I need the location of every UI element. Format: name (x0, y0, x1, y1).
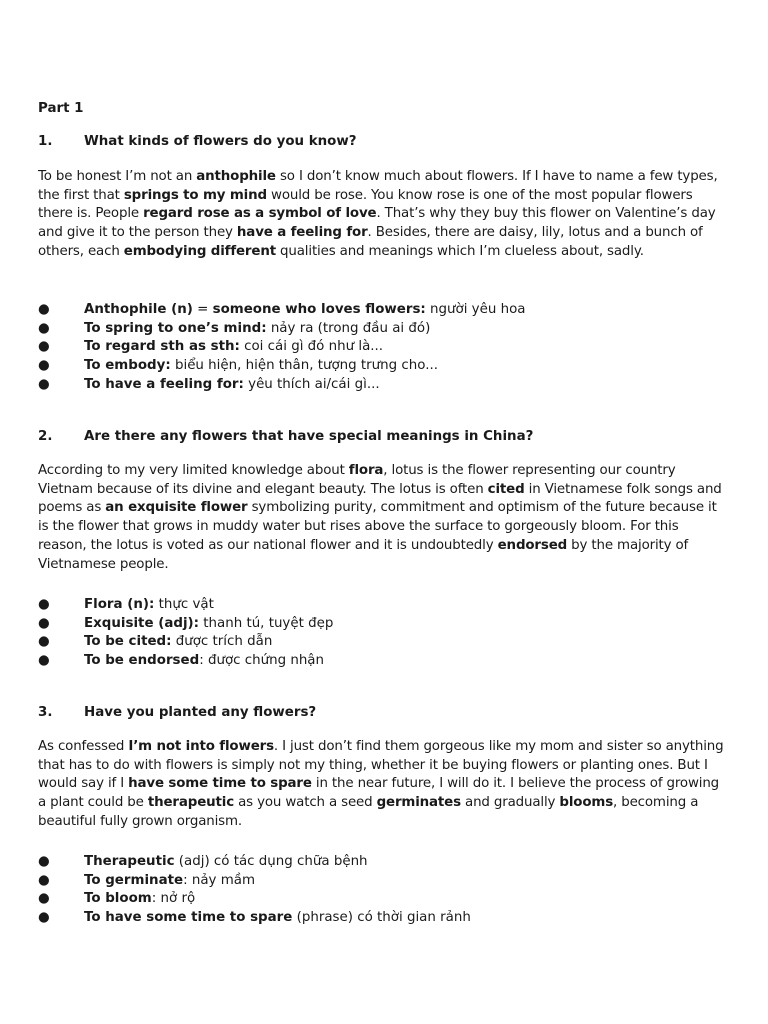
vocab-term: To spring to one’s mind: (84, 320, 267, 336)
key-phrase: endorsed (497, 537, 568, 553)
vocab-item (38, 615, 738, 634)
bullet-icon: ● (38, 339, 50, 355)
bullet-icon: ● (38, 597, 50, 612)
key-phrase: embodying different (123, 243, 276, 259)
part-heading: Part 1 (38, 101, 84, 116)
answer-paragraph (38, 738, 728, 832)
answer-paragraph (38, 168, 728, 262)
key-phrase: an exquisite flower (105, 500, 248, 516)
answer-text: , becoming a beautiful fully grown organism. (38, 795, 699, 829)
vocab-list (38, 853, 738, 928)
key-phrase: have a feeling for (236, 225, 368, 241)
answer-text: and gradually (460, 795, 560, 811)
vocab-meaning: coi cái gì đó như là... (239, 339, 384, 355)
bullet-icon: ● (38, 320, 50, 336)
question-text: Have you planted any flowers? (84, 705, 317, 720)
vocab-term: To be cited: (84, 634, 172, 650)
vocab-list (38, 301, 738, 395)
vocab-term: Flora (n): (84, 597, 155, 612)
bullet-icon: ● (38, 302, 50, 317)
key-phrase: cited (487, 481, 525, 497)
question-text: Are there any flowers that have special meanings in China? (84, 429, 534, 444)
question-heading (38, 428, 738, 447)
bullet-icon: ● (38, 872, 50, 888)
vocab-meaning: : nở rộ (151, 891, 196, 907)
vocab-item (38, 909, 738, 928)
vocab-term: To have a feeling for: (84, 376, 244, 392)
answer-text: To be honest I’m not an (38, 169, 197, 184)
vocab-meaning: người yêu hoa (425, 302, 526, 317)
answer-text: would be rose. You know rose is one of the most popular flowers there is. People (38, 187, 693, 222)
vocab-term: Therapeutic (84, 854, 175, 869)
answer-text: in Vietnamese folk songs and poems as (38, 481, 722, 516)
vocab-list (38, 596, 738, 671)
answer-text: symbolizing purity, commitment and optimism of the future because it is the flower that grows in muddy water but rises above the surface to gorgeously bloom. For this reason, the lotus is voted as our national flower and it is undoubtedly (38, 500, 717, 553)
vocab-item (38, 872, 738, 891)
vocab-term: To embody: (84, 358, 171, 374)
vocab-item (38, 320, 738, 339)
vocab-term: To be endorsed (84, 653, 200, 669)
bullet-icon: ● (38, 653, 50, 669)
vocab-meaning: biểu hiện, hiện thân, tượng trưng cho... (170, 358, 438, 374)
question-text: What kinds of flowers do you know? (84, 134, 357, 149)
vocab-term: To bloom (84, 891, 152, 907)
vocab-item (38, 338, 738, 357)
vocab-term: Anthophile (n) (84, 302, 193, 317)
answer-text: as you watch a seed (234, 795, 377, 811)
question-heading (38, 704, 738, 723)
vocab-meaning: (adj) có tác dụng chữa bệnh (174, 854, 368, 869)
vocab-meaning: được trích dẫn (171, 634, 273, 650)
vocab-meaning: thực vật (154, 597, 214, 612)
bullet-icon: ● (38, 854, 50, 869)
vocab-term: To regard sth as sth: (84, 339, 240, 355)
vocab-meaning: (phrase) có thời gian rảnh (292, 910, 471, 926)
answer-text: so I don’t know much about flowers. If I have to name a few types, the first that (38, 169, 718, 203)
key-phrase: flora (348, 463, 384, 478)
vocab-meaning: : nảy mầm (183, 872, 256, 888)
vocab-item (38, 853, 738, 872)
bullet-icon: ● (38, 891, 50, 907)
key-phrase: have some time to spare (128, 776, 312, 792)
vocab-item (38, 890, 738, 909)
answer-text: qualities and meanings which I’m clueless about, sadly. (275, 243, 644, 259)
answer-text: As confessed (38, 739, 129, 754)
vocab-meaning: thanh tú, tuyệt đẹp (199, 615, 334, 631)
key-phrase: anthophile (196, 169, 276, 184)
vocab-item (38, 652, 738, 671)
vocab-term: To germinate (84, 872, 184, 888)
key-phrase: germinates (376, 795, 461, 811)
answer-paragraph (38, 462, 728, 574)
answer-text: by the majority of Vietnamese people. (38, 537, 689, 572)
key-phrase: therapeutic (147, 795, 234, 811)
vocab-item (38, 301, 738, 320)
bullet-icon: ● (38, 615, 50, 631)
question-number: 3. (38, 705, 53, 720)
vocab-item (38, 357, 738, 376)
bullet-icon: ● (38, 376, 50, 392)
vocab-term: Exquisite (adj): (84, 615, 200, 631)
bullet-icon: ● (38, 634, 50, 650)
answer-text: , lotus is the flower representing our country Vietnam because of its divine and elegant beauty. The lotus is often (38, 463, 676, 497)
vocab-term: To have some time to spare (84, 910, 293, 926)
key-phrase: blooms (559, 795, 614, 811)
vocab-term-definition: someone who loves flowers: (212, 302, 426, 317)
answer-text: in the near future, I will do it. I believe the process of growing a plant could be (38, 776, 720, 811)
bullet-icon: ● (38, 358, 50, 374)
vocab-meaning: nảy ra (trong đầu ai đó) (266, 320, 431, 336)
answer-text: . I just don’t find them gorgeous like my mom and sister so anything that has to do with flowers is simply not my thing, whether it be buying flowers or planting ones. But I would say if I (38, 739, 724, 792)
question-heading (38, 133, 738, 152)
key-phrase: regard rose as a symbol of love (143, 206, 377, 222)
vocab-item (38, 633, 738, 652)
vocab-item (38, 376, 738, 395)
vocab-item (38, 596, 738, 615)
vocab-separator: = (192, 302, 213, 317)
vocab-meaning: : được chứng nhận (199, 653, 324, 669)
answer-text: . Besides, there are daisy, lily, lotus and a bunch of others, each (38, 225, 703, 259)
key-phrase: I’m not into flowers (128, 739, 274, 754)
answer-text: . That’s why they buy this flower on Valentine’s day and give it to the person they (38, 206, 716, 241)
answer-text: According to my very limited knowledge about (38, 463, 349, 478)
question-number: 1. (38, 134, 53, 149)
vocab-meaning: yêu thích ai/cái gì... (243, 376, 380, 392)
bullet-icon: ● (38, 910, 50, 926)
question-number: 2. (38, 429, 53, 444)
key-phrase: springs to my mind (123, 187, 267, 203)
